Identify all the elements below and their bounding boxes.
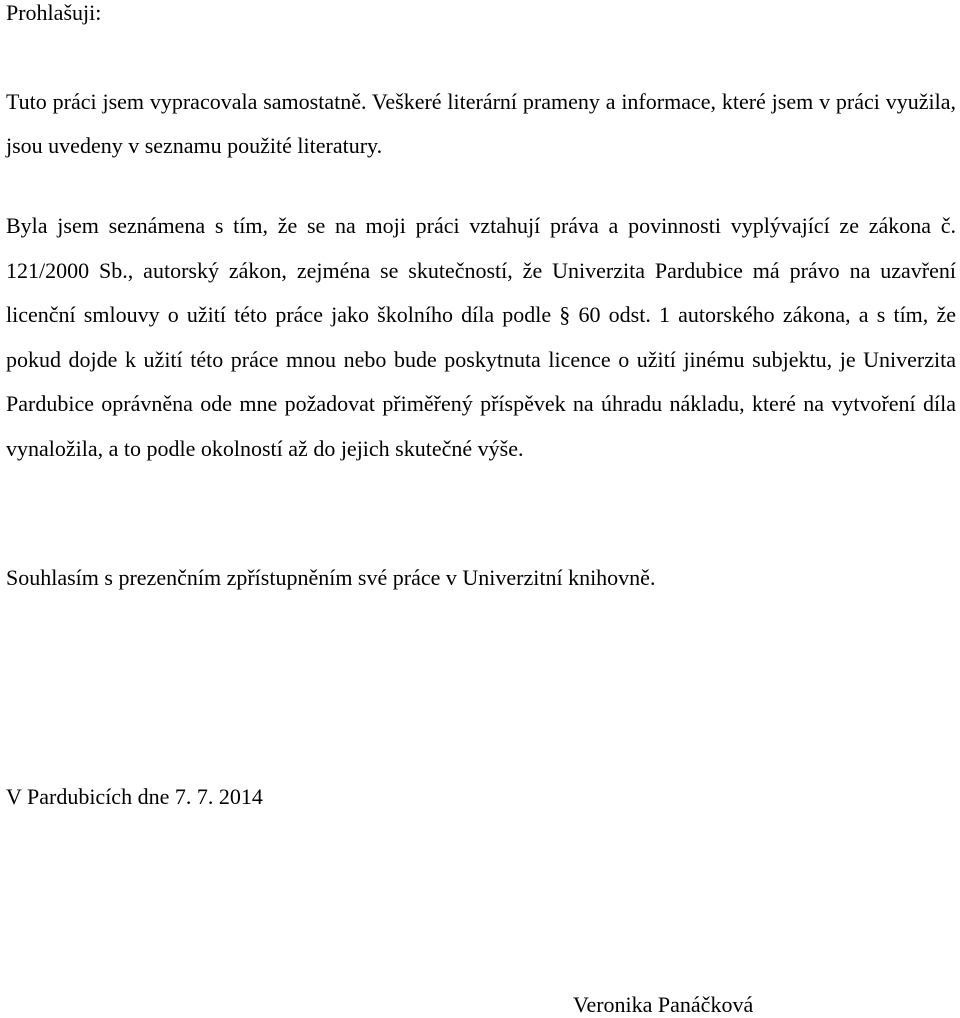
place-and-date: V Pardubicích dne 7. 7. 2014 <box>6 784 263 809</box>
declaration-paragraph-copyright: Byla jsem seznámena s tím, že se na moji práci vztahují práva a povinnosti vyplývající ze zákona č. 121/2000 Sb., autorský zákon, zejména se skutečností, že Univerzita Pardubice má právo na uzavření licenční smlouvy o užití této práce jako školního díla podle § 60 odst. 1 autorského zákona, a s tím, že pokud dojde k užití této práce mnou nebo bude poskytnuta licence o užití jinému subjektu, je Univerzita Pardubice oprávněna ode mne požadovat přiměřený příspěvek na úhradu nákladu, které na vytvoření díla vynaložila, a to podle okolností až do jejich skutečné výše. <box>6 213 956 461</box>
author-signature: Veronika Panáčková <box>573 992 754 1017</box>
declaration-heading: Prohlašuji: <box>6 0 102 25</box>
declaration-paragraph-library-consent: Souhlasím s prezenčním zpřístupněním své práce v Univerzitní knihovně. <box>6 565 656 590</box>
declaration-paragraph-authorship: Tuto práci jsem vypracovala samostatně. Veškeré literární prameny a informace, které jsem v práci využila, jsou uvedeny v seznamu použité literatury. <box>6 89 956 158</box>
